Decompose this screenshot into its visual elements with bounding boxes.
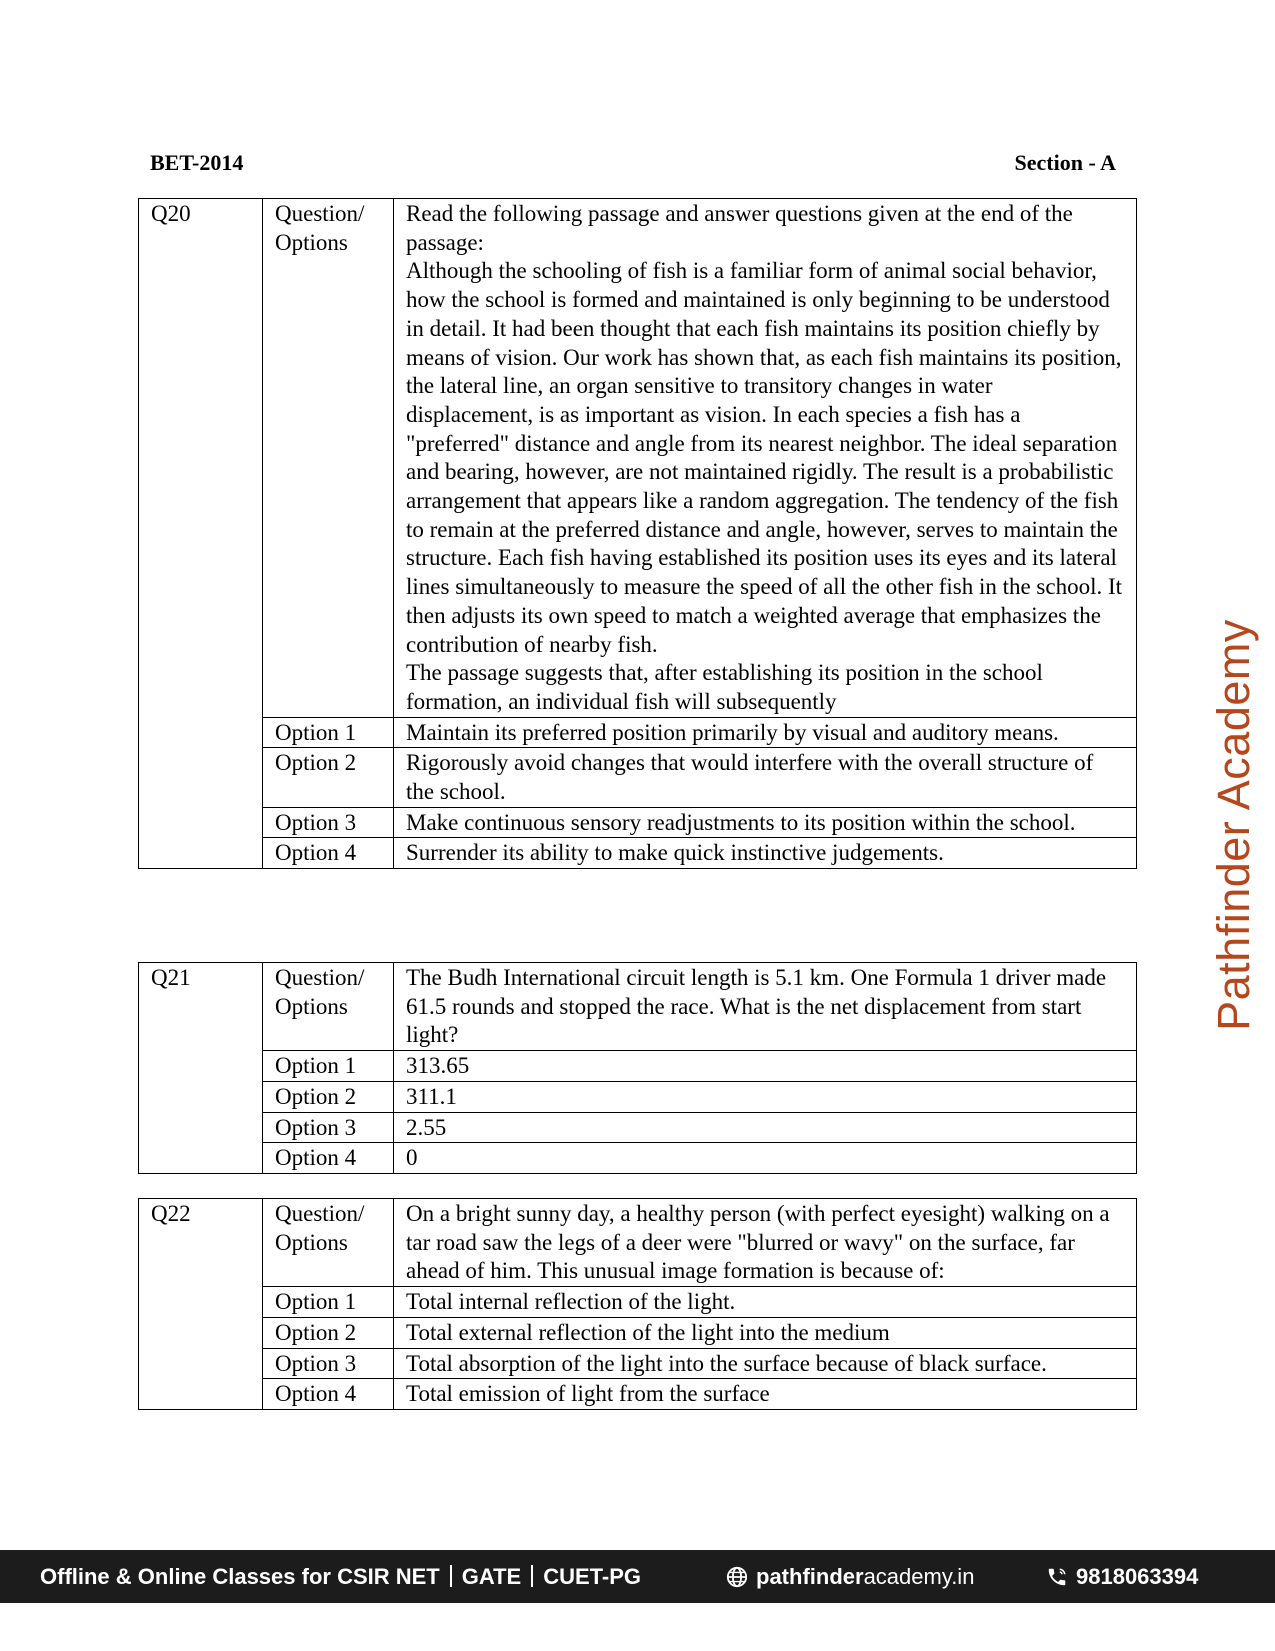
footer-classes: [40, 1550, 641, 1603]
option-label: Option 1: [263, 1051, 394, 1082]
option-text: 2.55: [394, 1112, 1137, 1143]
option-label: Option 4: [263, 1379, 394, 1410]
option-row: [139, 807, 1137, 838]
option-text: Surrender its ability to make quick instinctive judgements.: [394, 838, 1137, 869]
question-label: Question/ Options: [263, 199, 394, 718]
option-row: [139, 1081, 1137, 1112]
question-label: Question/ Options: [263, 1199, 394, 1287]
option-label: Option 1: [263, 1287, 394, 1318]
option-label: Option 1: [263, 717, 394, 748]
option-row: [139, 1051, 1137, 1082]
option-text: Maintain its preferred position primarily by visual and auditory means.: [394, 717, 1137, 748]
section-title: Section - A: [1014, 150, 1116, 175]
question-number: Q22: [139, 1199, 263, 1410]
option-row: [139, 1379, 1137, 1410]
website-rest: academy.in: [863, 1564, 975, 1589]
question-paragraph: On a bright sunny day, a healthy person (with perfect eyesight) walking on a tar road saw the legs of a deer were "blurred or wavy" on the surface, far ahead of him. This unusual image formation is because of:: [406, 1201, 1110, 1284]
question-table-q22: [138, 1198, 1137, 1410]
option-text: Total emission of light from the surface: [394, 1379, 1137, 1410]
globe-icon: [726, 1566, 748, 1588]
option-row: [139, 1287, 1137, 1318]
question-label: Question/ Options: [263, 963, 394, 1051]
option-text: 313.65: [394, 1051, 1137, 1082]
option-row: [139, 838, 1137, 869]
option-label: Option 3: [263, 807, 394, 838]
option-label: Option 4: [263, 838, 394, 869]
question-paragraph: The Budh International circuit length is 5.1 km. One Formula 1 driver made 61.5 rounds and stopped the race. What is the net displacement from start light?: [406, 965, 1107, 1048]
option-text: Total external reflection of the light into the medium: [394, 1317, 1137, 1348]
footer-phone[interactable]: [1046, 1550, 1198, 1603]
footer-classes-text: Offline & Online Classes for CSIR NET: [40, 1564, 440, 1589]
option-row: [139, 1348, 1137, 1379]
question-paragraph: The passage suggests that, after establishing its position in the school formation, an individual fish will subsequently: [406, 660, 1043, 714]
question-text: [394, 1199, 1137, 1287]
question-number: Q21: [139, 963, 263, 1174]
phone-icon: [1046, 1566, 1068, 1588]
question-table-q20: [138, 198, 1137, 869]
exam-title: BET-2014: [150, 150, 244, 175]
option-text: 0: [394, 1143, 1137, 1174]
option-row: [139, 1112, 1137, 1143]
option-text: Total internal reflection of the light.: [394, 1287, 1137, 1318]
option-row: [139, 1317, 1137, 1348]
option-label: Option 2: [263, 1081, 394, 1112]
option-label: Option 2: [263, 1317, 394, 1348]
option-row: [139, 717, 1137, 748]
option-label: Option 4: [263, 1143, 394, 1174]
question-number: Q20: [139, 199, 263, 869]
option-text: Make continuous sensory readjustments to its position within the school.: [394, 807, 1137, 838]
question-row: [139, 1199, 1137, 1287]
footer-website-link[interactable]: [726, 1550, 974, 1603]
option-text: 311.1: [394, 1081, 1137, 1112]
question-row: [139, 199, 1137, 718]
option-text: Rigorously avoid changes that would interfere with the overall structure of the school.: [394, 748, 1137, 807]
footer-cuet: CUET-PG: [543, 1564, 642, 1589]
option-label: Option 2: [263, 748, 394, 807]
website-bold: pathfinder: [756, 1564, 864, 1589]
divider: [531, 1565, 533, 1587]
question-text: [394, 199, 1137, 718]
option-text: Total absorption of the light into the surface because of black surface.: [394, 1348, 1137, 1379]
divider: [450, 1565, 452, 1587]
question-table-q21: [138, 962, 1137, 1174]
option-row: [139, 1143, 1137, 1174]
footer-gate: GATE: [461, 1564, 522, 1589]
phone-number: 9818063394: [1076, 1564, 1199, 1589]
option-row: [139, 748, 1137, 807]
question-paragraph: Read the following passage and answer questions given at the end of the passage:: [406, 201, 1073, 255]
footer-banner: [0, 1550, 1275, 1603]
question-text: [394, 963, 1137, 1051]
watermark: Pathfinder Academy: [1208, 619, 1259, 1031]
question-paragraph: Although the schooling of fish is a familiar form of animal social behavior, how the school is formed and maintained is only beginning to be understood in detail. It had been thought that each fish maintains its position chiefly by means of vision. Our work has shown that, as each fish maintains its position, the lateral line, an organ sensitive to transitory changes in water displacement, is as important as vision. In each species a fish has a "preferred" distance and angle from its nearest neighbor. The ideal separation and bearing, however, are not maintained rigidly. The result is a probabilistic arrangement that appears like a random aggregation. The tendency of the fish to remain at the preferred distance and angle, however, serves to maintain the structure. Each fish having established its position uses its eyes and its lateral lines simultaneously to measure the speed of all the other fish in the school. It then adjusts its own speed to match a weighted average that emphasizes the contribution of nearby fish.: [406, 258, 1123, 657]
option-label: Option 3: [263, 1348, 394, 1379]
question-row: [139, 963, 1137, 1051]
option-label: Option 3: [263, 1112, 394, 1143]
